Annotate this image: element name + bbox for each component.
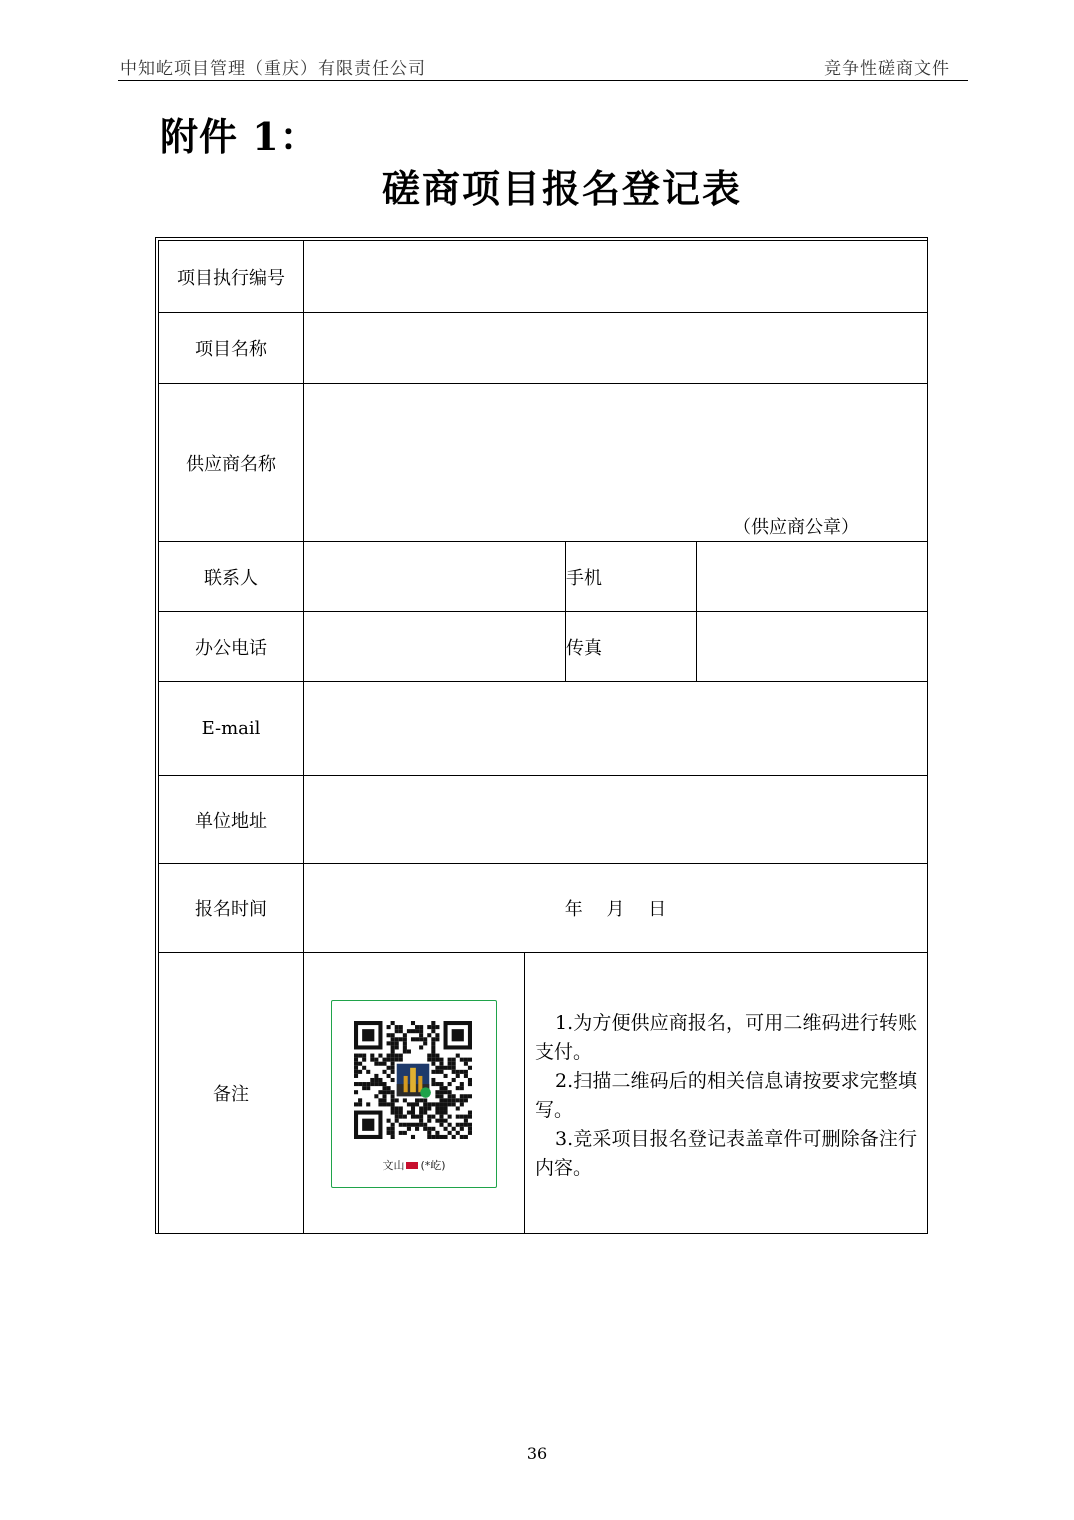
note-1: 1.为方便供应商报名，可用二维码进行转账支付。 — [535, 1012, 917, 1063]
email-field[interactable] — [304, 682, 928, 776]
address-field[interactable] — [304, 776, 928, 864]
project-name-field[interactable] — [304, 313, 928, 384]
project-name-label: 项目名称 — [159, 313, 304, 384]
row-remarks — [159, 953, 928, 1234]
remarks-notes — [525, 953, 928, 1234]
attachment-label: 附件 1： — [160, 114, 319, 159]
qr-caption-name: 文山 — [382, 1158, 405, 1172]
flag-icon — [406, 1162, 418, 1169]
qr-caption — [332, 1157, 496, 1173]
note-2: 2.扫描二维码后的相关信息请按要求完整填写。 — [535, 1070, 917, 1121]
remarks-label: 备注 — [159, 953, 304, 1234]
mobile-label: 手机 — [566, 542, 697, 612]
project-number-field[interactable] — [304, 241, 928, 313]
contact-label: 联系人 — [159, 542, 304, 612]
header-doc-type: 竞争性磋商文件 — [824, 59, 950, 79]
office-phone-field[interactable] — [304, 612, 566, 682]
email-label: E-mail — [159, 682, 304, 776]
page-number: 36 — [526, 1444, 548, 1463]
address-label: 单位地址 — [159, 776, 304, 864]
project-number-label: 项目执行编号 — [159, 241, 304, 313]
registration-form-table — [158, 240, 928, 1234]
row-project-name — [159, 313, 928, 384]
fax-field[interactable] — [697, 612, 928, 682]
row-registration-time — [159, 864, 928, 953]
contact-field[interactable] — [304, 542, 566, 612]
supplier-name-field[interactable] — [304, 384, 928, 542]
supplier-name-label: 供应商名称 — [159, 384, 304, 542]
note-3: 3.竞采项目报名登记表盖章件可删除备注行内容。 — [535, 1128, 917, 1179]
qr-code-cell — [304, 953, 525, 1234]
row-supplier-name — [159, 384, 928, 542]
qr-code-card — [331, 1000, 497, 1188]
registration-time-label: 报名时间 — [159, 864, 304, 953]
row-address — [159, 776, 928, 864]
fax-label: 传真 — [566, 612, 697, 682]
mobile-field[interactable] — [697, 542, 928, 612]
row-email — [159, 682, 928, 776]
row-office-phone — [159, 612, 928, 682]
form-title: 磋商项目报名登记表 — [381, 166, 742, 211]
page-header — [118, 50, 968, 81]
header-company: 中知屹项目管理（重庆）有限责任公司 — [120, 59, 426, 79]
qr-caption-suffix: (*屹) — [420, 1158, 446, 1172]
row-contact — [159, 542, 928, 612]
row-project-number — [159, 241, 928, 313]
registration-time-field[interactable]: 年 月 日 — [304, 864, 928, 953]
qr-code-icon — [354, 1021, 472, 1139]
supplier-seal-note: （供应商公章） — [733, 517, 859, 538]
office-phone-label: 办公电话 — [159, 612, 304, 682]
